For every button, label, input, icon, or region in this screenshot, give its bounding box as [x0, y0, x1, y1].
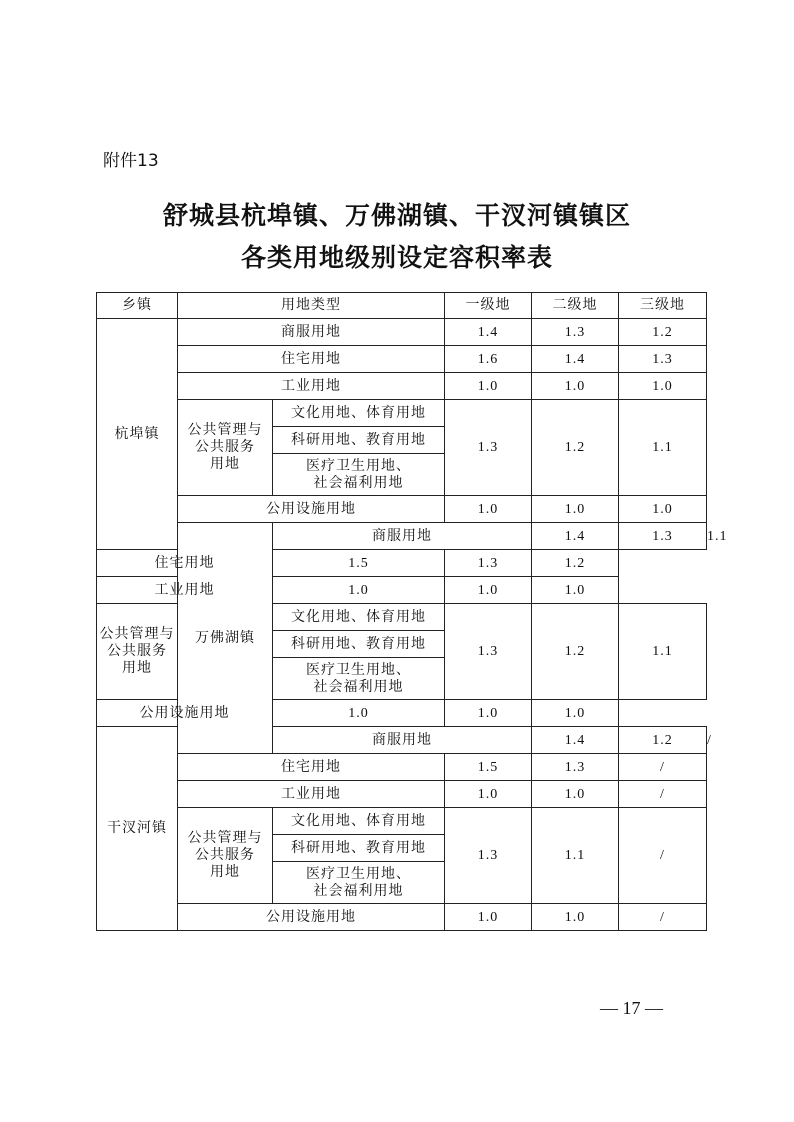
value-cell: 1.0 — [445, 700, 532, 727]
table-row — [97, 700, 707, 727]
land-type-cell: 商服用地 — [273, 523, 532, 550]
table-row — [97, 346, 707, 373]
attachment-label: 附件13 — [103, 151, 159, 171]
value-cell: 1.2 — [619, 727, 707, 754]
value-cell: 1.0 — [445, 781, 532, 808]
table-row — [97, 319, 707, 346]
value-cell: 1.1 — [619, 400, 707, 496]
group-label-line: 公共管理与 — [187, 830, 263, 846]
land-type-cell: 住宅用地 — [178, 754, 445, 781]
group-label-line: 公共服务 — [195, 847, 255, 863]
value-cell: 1.5 — [273, 550, 445, 577]
value-cell: 1.4 — [532, 346, 619, 373]
table-row — [97, 904, 707, 931]
table-row — [97, 754, 707, 781]
table-body — [97, 293, 728, 931]
value-cell: 1.0 — [532, 700, 619, 727]
land-type-cell: 工业用地 — [178, 781, 445, 808]
value-cell: 1.6 — [445, 346, 532, 373]
table-row — [97, 550, 707, 577]
land-subtype-cell: 科研用地、教育用地 — [273, 427, 445, 454]
value-cell: / — [619, 754, 707, 781]
table-row — [97, 577, 707, 604]
header-grade-3: 三级地 — [619, 293, 707, 319]
value-cell: 1.3 — [445, 550, 532, 577]
land-type-cell: 公用设施用地 — [178, 904, 445, 931]
value-cell: 1.2 — [532, 550, 619, 577]
value-cell: 1.0 — [445, 904, 532, 931]
value-cell: 1.0 — [532, 781, 619, 808]
land-type-cell: 公用设施用地 — [178, 496, 445, 523]
group-label-line: 用地 — [210, 864, 240, 880]
public-service-group-cell — [178, 808, 273, 904]
value-cell: 1.3 — [445, 604, 532, 700]
land-subtype-cell — [273, 862, 445, 904]
table-row — [97, 781, 707, 808]
land-type-cell: 工业用地 — [97, 577, 273, 604]
value-cell: 1.3 — [445, 400, 532, 496]
value-cell: 1.3 — [532, 754, 619, 781]
value-cell: 1.0 — [445, 577, 532, 604]
document-title-line2: 各类用地级别设定容积率表 — [240, 243, 553, 272]
value-cell: 1.3 — [619, 346, 707, 373]
value-cell: 1.0 — [273, 577, 445, 604]
group-label-line: 公共服务 — [107, 643, 167, 659]
value-cell: 1.1 — [532, 808, 619, 904]
group-label-line: 公共服务 — [195, 439, 255, 455]
value-cell: / — [619, 781, 707, 808]
group-label-line: 用地 — [122, 660, 152, 676]
subtype-line: 社会福利用地 — [313, 678, 404, 695]
value-cell: 1.2 — [532, 400, 619, 496]
value-cell: 1.0 — [532, 577, 619, 604]
header-grade-2: 二级地 — [532, 293, 619, 319]
group-label-line: 公共管理与 — [187, 422, 263, 438]
group-label-line: 公共管理与 — [99, 626, 175, 642]
value-cell: / — [619, 808, 707, 904]
value-cell: 1.0 — [532, 373, 619, 400]
land-type-cell: 住宅用地 — [178, 346, 445, 373]
town-name-cell: 万佛湖镇 — [178, 523, 273, 754]
value-cell: 1.4 — [532, 727, 619, 754]
header-grade-1: 一级地 — [445, 293, 532, 319]
value-cell: 1.4 — [445, 319, 532, 346]
table-header-row — [97, 293, 707, 319]
subtype-line: 社会福利用地 — [313, 474, 404, 491]
value-cell: 1.0 — [532, 904, 619, 931]
group-label-line: 用地 — [210, 456, 240, 472]
subtype-line: 医疗卫生用地、 — [306, 865, 411, 882]
town-name-cell: 干汊河镇 — [97, 727, 178, 931]
value-cell: 1.0 — [445, 373, 532, 400]
value-cell: 1.0 — [532, 496, 619, 523]
value-cell: 1.1 — [619, 604, 707, 700]
land-type-cell: 商服用地 — [178, 319, 445, 346]
land-subtype-cell: 文化用地、体育用地 — [273, 400, 445, 427]
land-type-cell: 住宅用地 — [97, 550, 273, 577]
table-row — [97, 373, 707, 400]
table-row: 万佛湖镇 商服用地 1.4 1.3 1.1 — [97, 523, 707, 550]
value-cell: 1.3 — [619, 523, 707, 550]
land-subtype-cell: 科研用地、教育用地 — [273, 835, 445, 862]
town-name-cell: 杭埠镇 — [97, 319, 178, 550]
value-cell: 1.0 — [445, 496, 532, 523]
table-row: 干汊河镇 商服用地 1.4 1.2 / — [97, 727, 707, 754]
value-cell: 1.2 — [532, 604, 619, 700]
value-cell: 1.0 — [273, 700, 445, 727]
land-subtype-cell: 文化用地、体育用地 — [273, 604, 445, 631]
value-cell: 1.0 — [619, 496, 707, 523]
land-subtype-cell: 科研用地、教育用地 — [273, 631, 445, 658]
value-cell: 1.0 — [619, 373, 707, 400]
value-cell: 1.5 — [445, 754, 532, 781]
table-row — [97, 808, 707, 835]
header-land-type: 用地类型 — [178, 293, 445, 319]
land-type-cell: 公用设施用地 — [97, 700, 273, 727]
subtype-line: 医疗卫生用地、 — [306, 457, 411, 474]
value-cell: 1.3 — [532, 319, 619, 346]
value-cell: / — [619, 904, 707, 931]
public-service-group-cell — [97, 604, 178, 700]
land-type-cell: 工业用地 — [178, 373, 445, 400]
land-type-cell: 商服用地 — [273, 727, 532, 754]
land-subtype-cell — [273, 454, 445, 496]
table-row — [97, 400, 707, 427]
value-cell: 1.2 — [619, 319, 707, 346]
value-cell: 1.4 — [532, 523, 619, 550]
value-cell: 1.3 — [445, 808, 532, 904]
public-service-group-cell — [178, 400, 273, 496]
land-subtype-cell — [273, 658, 445, 700]
table-row — [97, 496, 707, 523]
floor-area-ratio-table — [96, 292, 728, 931]
subtype-line: 社会福利用地 — [313, 882, 404, 899]
page-number: — 17 — — [600, 998, 663, 1018]
subtype-line: 医疗卫生用地、 — [306, 661, 411, 678]
document-title-line1: 舒城县杭埠镇、万佛湖镇、干汊河镇镇区 — [162, 201, 631, 230]
header-town: 乡镇 — [97, 293, 178, 319]
land-subtype-cell: 文化用地、体育用地 — [273, 808, 445, 835]
